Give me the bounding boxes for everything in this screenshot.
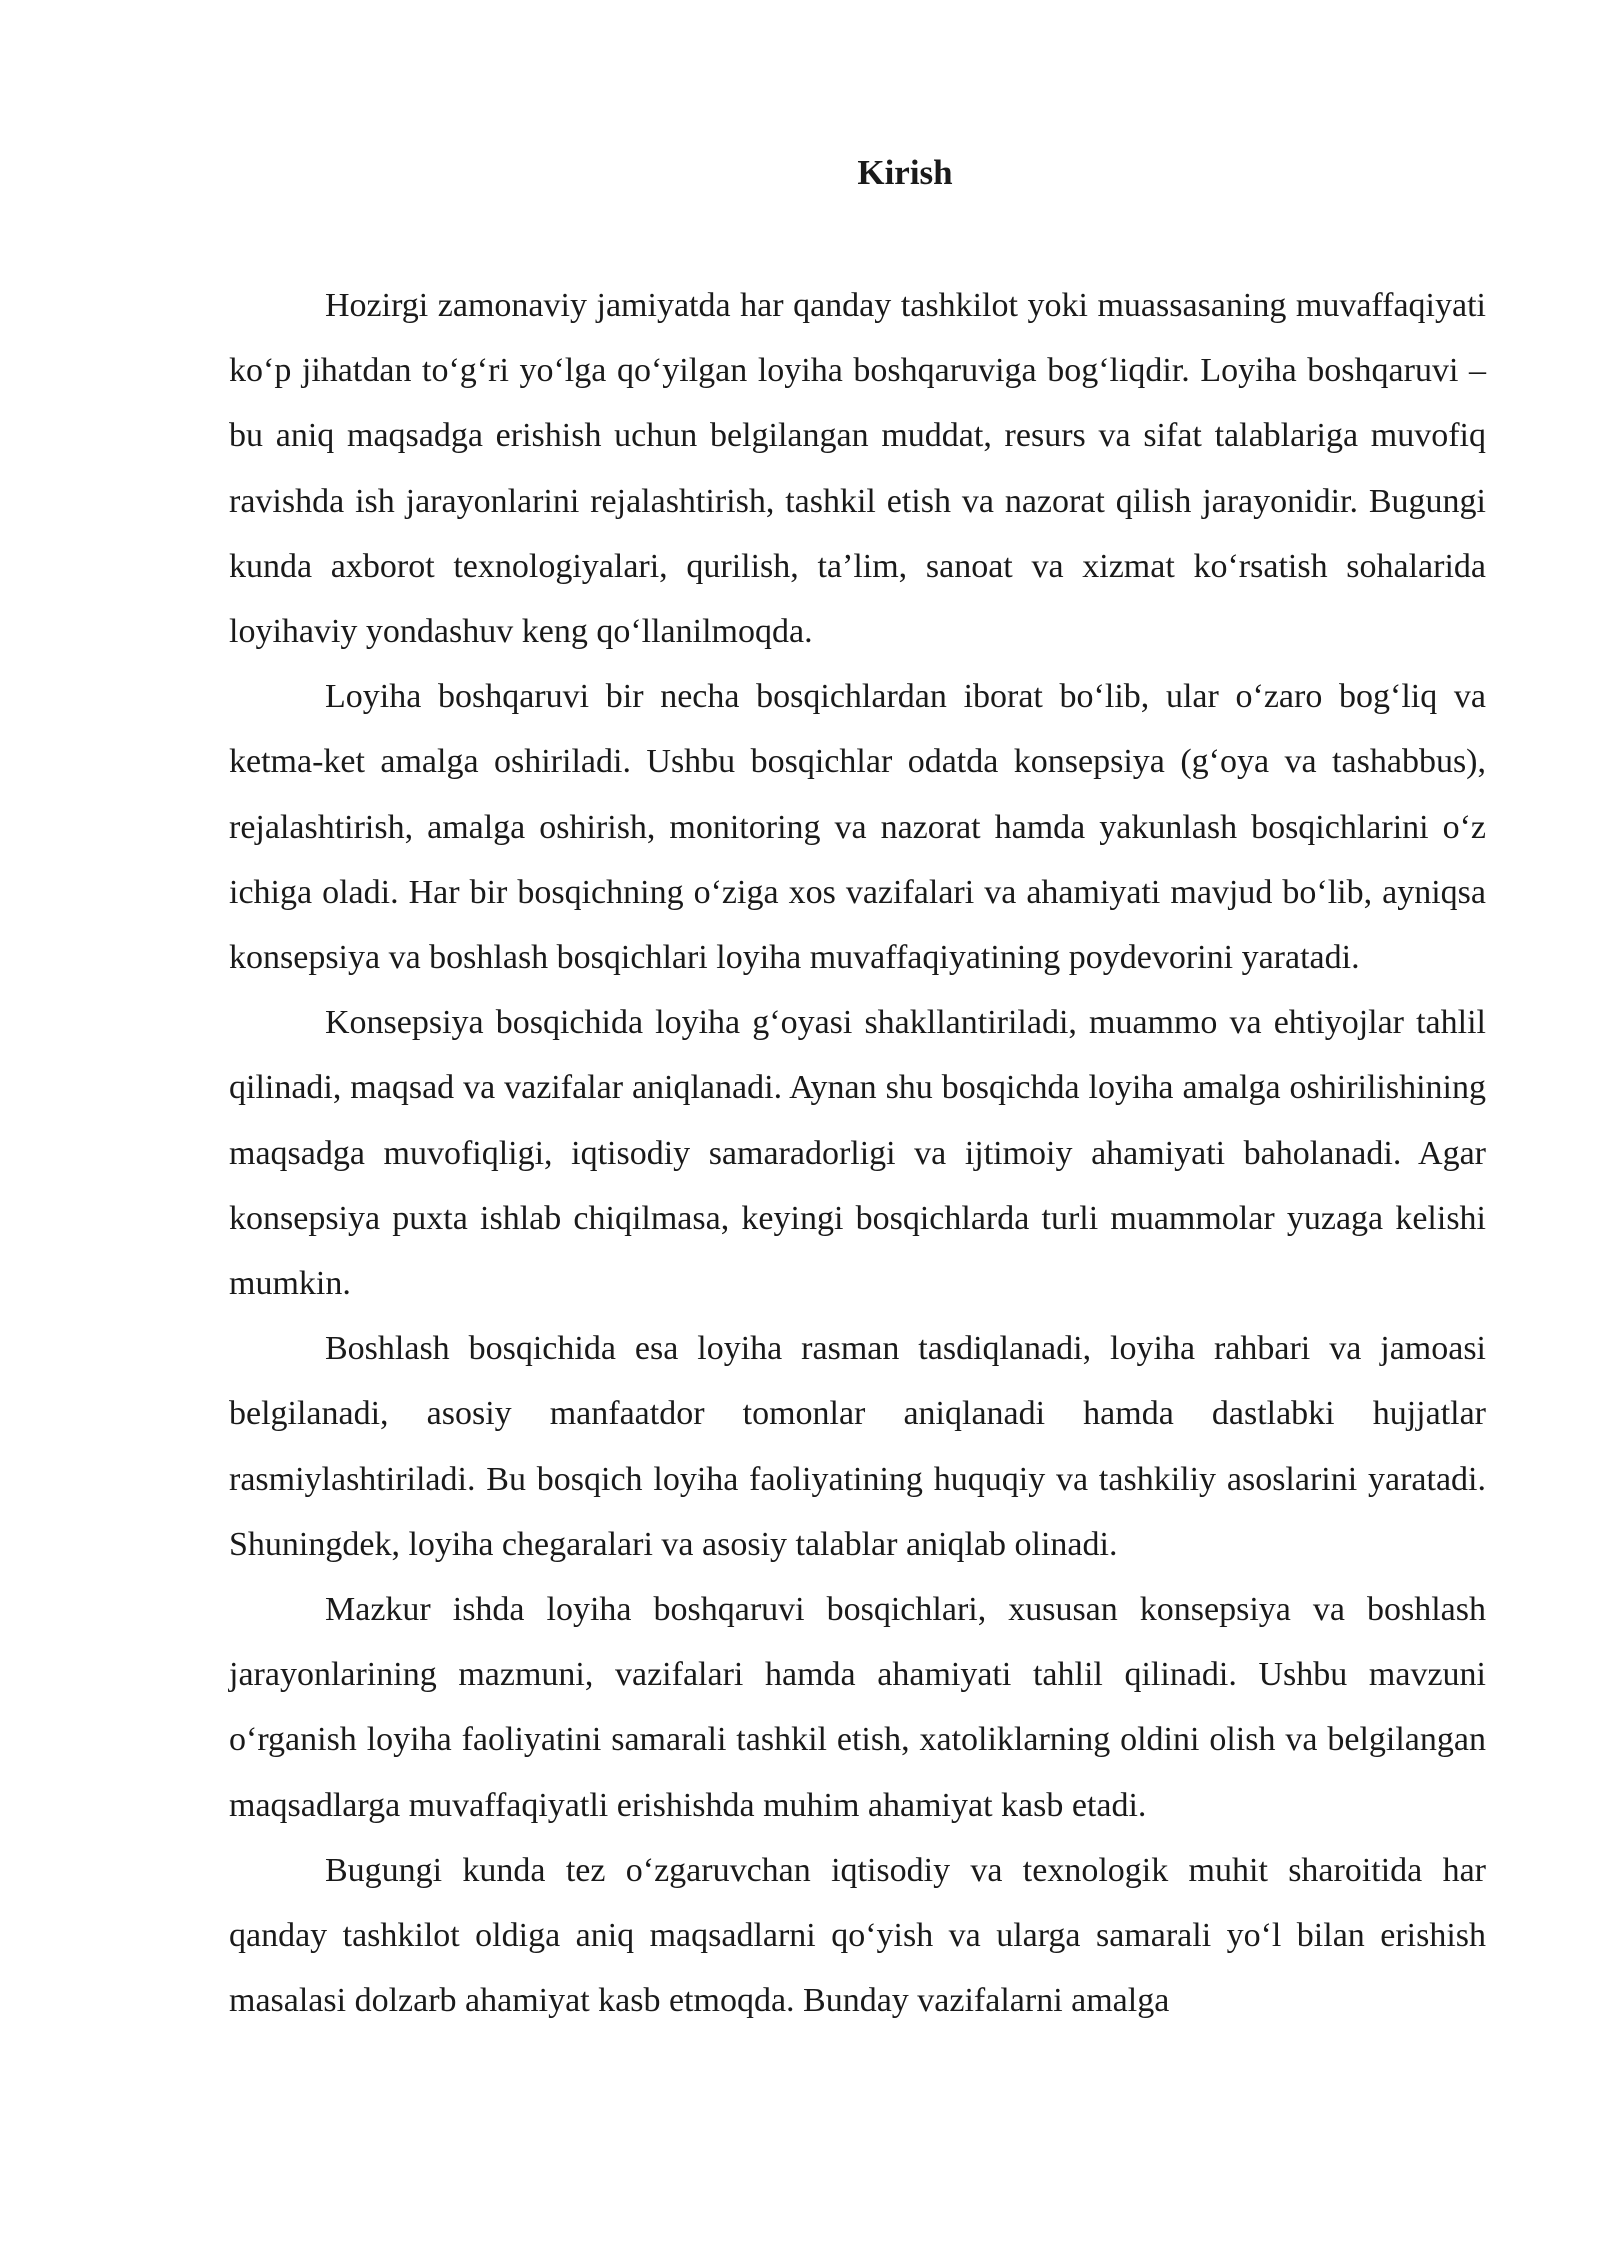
paragraph: Bugungi kunda tez oʻzgaruvchan iqtisodiy va texnologik muhit sharoitida har qanday tashkilot oldiga aniq maqsadlarni qoʻyish va ularga samarali yoʻl bilan erishish masalasi dolzarb ahamiyat kasb etmoqda. Bunday vazifalarni amalga — [229, 1851, 1486, 2020]
paragraph: Konsepsiya bosqichida loyiha gʻoyasi shakllantiriladi, muammo va ehtiyojlar tahlil qilinadi, maqsad va vazifalar aniqlanadi. Aynan shu bosqichda loyiha amalga oshirilishining maqsadga muvofiqligi, iqtisodiy samaradorligi va ijtimoiy ahamiyati baholanadi. Agar konsepsiya puxta ishlab chiqilmasa, keyingi bosqichlarda turli muammolar yuzaga kelishi mumkin. — [229, 1004, 1486, 1303]
paragraph: Boshlash bosqichida esa loyiha rasman tasdiqlanadi, loyiha rahbari va jamoasi belgilanadi, asosiy manfaatdor tomonlar aniqlanadi hamda dastlabki hujjatlar rasmiylashtiriladi. Bu bosqich loyiha faoliyatining huquqiy va tashkiliy asoslarini yaratadi. Shuningdek, loyiha chegaralari va asosiy talablar aniqlab olinadi. — [229, 1330, 1486, 1563]
paragraph: Loyiha boshqaruvi bir necha bosqichlardan iborat boʻlib, ular oʻzaro bogʻliq va ketma-ket amalga oshiriladi. Ushbu bosqichlar odatda konsepsiya (gʻoya va tashabbus), rejalashtirish, amalga oshirish, monitoring va nazorat hamda yakunlash bosqichlarini oʻz ichiga oladi. Har bir bosqichning oʻziga xos vazifalari va ahamiyati mavjud boʻlib, ayniqsa konsepsiya va boshlash bosqichlari loyiha muvaffaqiyatining poydevorini yaratadi. — [229, 678, 1486, 977]
paragraph: Hozirgi zamonaviy jamiyatda har qanday tashkilot yoki muassasaning muvaffaqiyati koʻp jihatdan toʻgʻri yoʻlga qoʻyilgan loyiha boshqaruviga bogʻliqdir. Loyiha boshqaruvi – bu aniq maqsadga erishish uchun belgilangan muddat, resurs va sifat talablariga muvofiq ravishda ish jarayonlarini rejalashtirish, tashkil etish va nazorat qilish jarayonidir. Bugungi kunda axborot texnologiyalari, qurilish, ta’lim, sanoat va xizmat koʻrsatish sohalarida loyihaviy yondashuv keng qoʻllanilmoqda. — [229, 287, 1486, 651]
page-title: Kirish — [857, 153, 953, 192]
document-body — [229, 273, 1486, 2033]
paragraph: Mazkur ishda loyiha boshqaruvi bosqichlari, xususan konsepsiya va boshlash jarayonlarining mazmuni, vazifalari hamda ahamiyati tahlil qilinadi. Ushbu mavzuni oʻrganish loyiha faoliyatini samarali tashkil etish, xatoliklarning oldini olish va belgilangan maqsadlarga muvaffaqiyatli erishishda muhim ahamiyat kasb etadi. — [229, 1591, 1486, 1824]
